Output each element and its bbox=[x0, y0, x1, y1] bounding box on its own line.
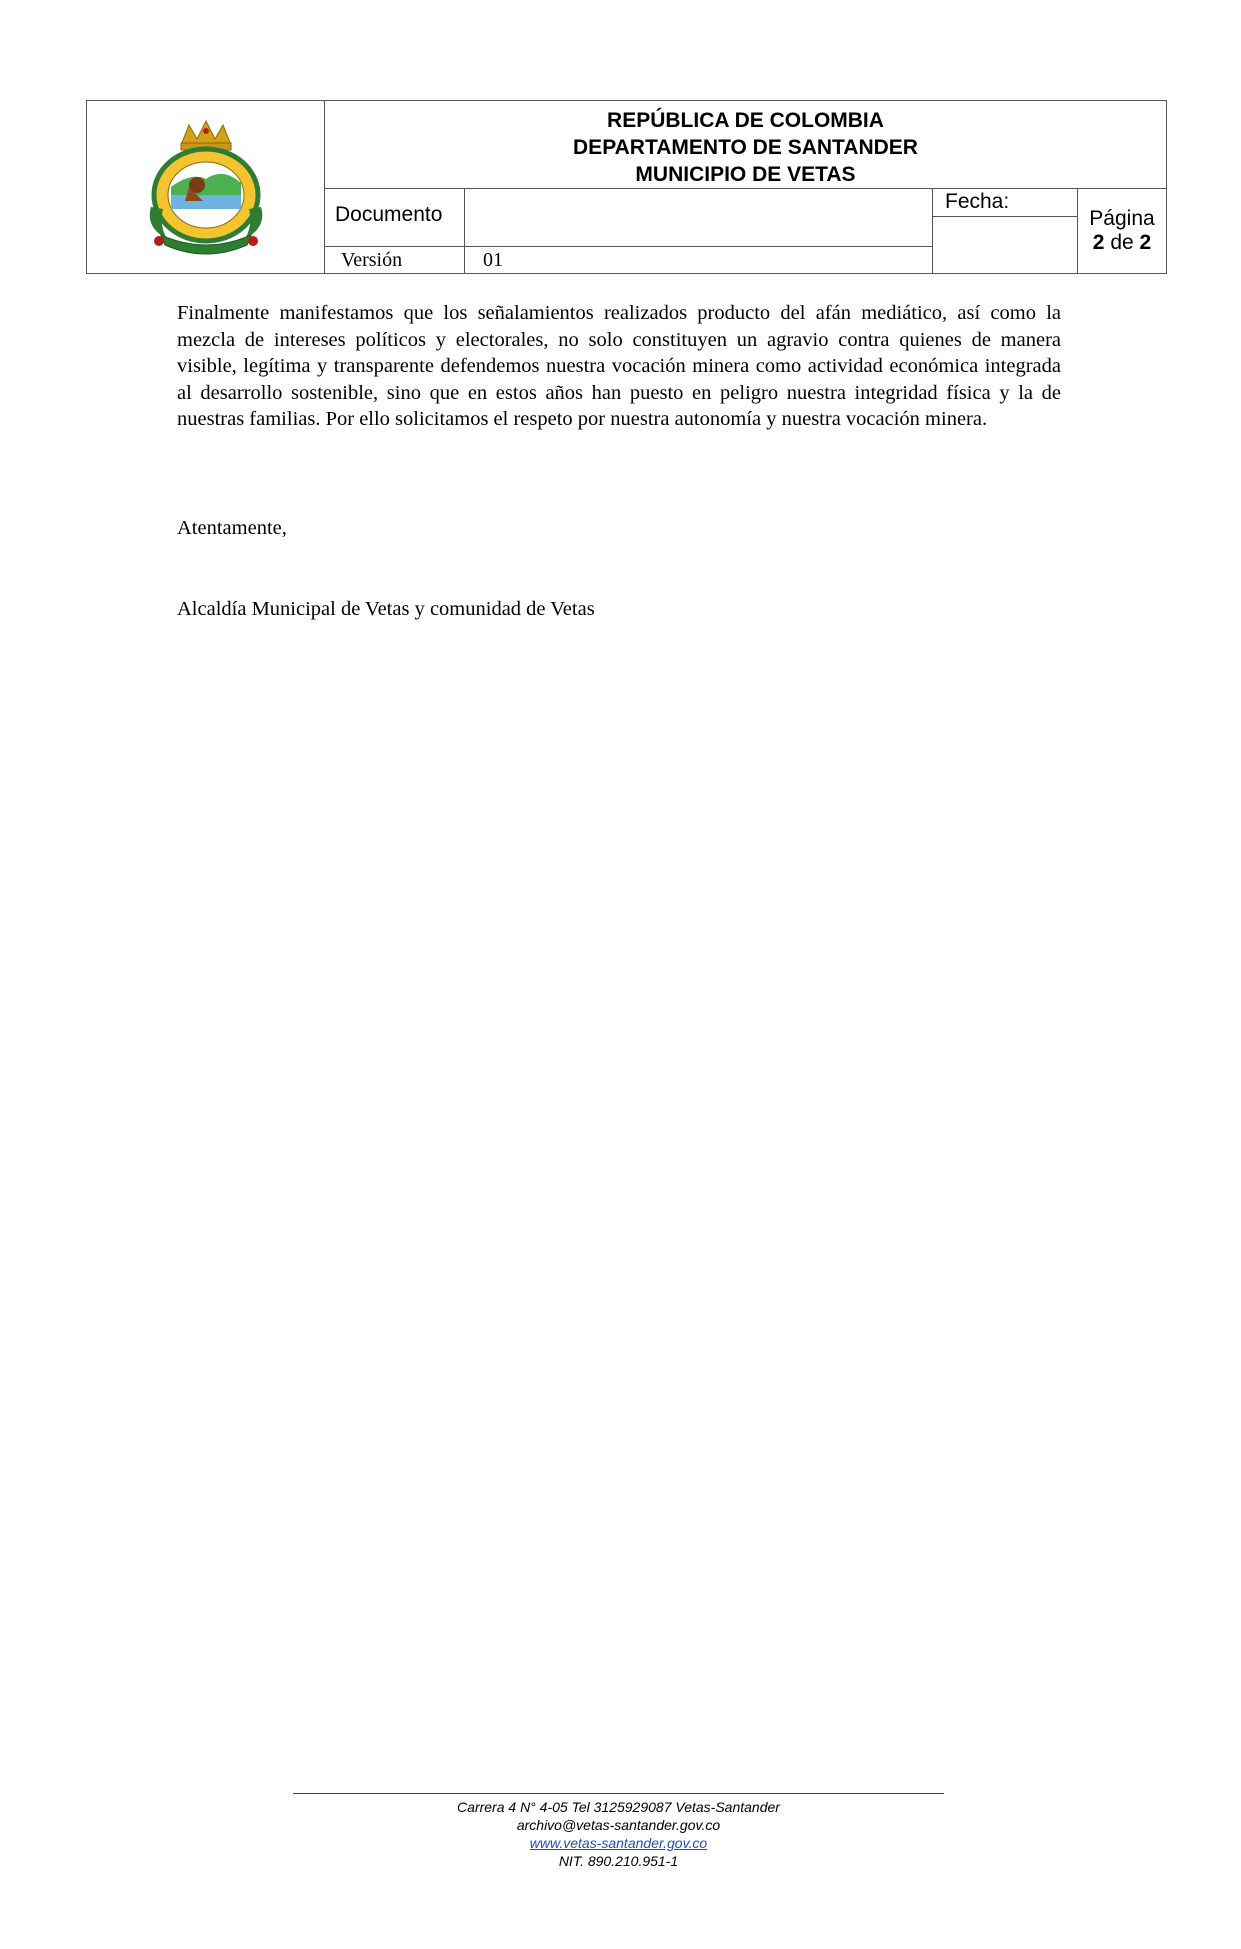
page-indicator bbox=[1078, 189, 1166, 274]
footer-divider bbox=[293, 1793, 944, 1794]
page-total: 2 bbox=[1139, 231, 1152, 254]
version-label: Versión bbox=[325, 247, 465, 274]
header-title-line-3: MUNICIPIO DE VETAS bbox=[635, 163, 856, 186]
fecha-label: Fecha: bbox=[933, 189, 1078, 217]
municipal-coat-of-arms-logo bbox=[141, 117, 271, 257]
documento-label: Documento bbox=[325, 189, 465, 247]
header-title-line-1: REPÚBLICA DE COLOMBIA bbox=[607, 109, 884, 132]
page-of: de bbox=[1110, 231, 1134, 254]
version-value: 01 bbox=[465, 247, 933, 274]
documento-value bbox=[465, 189, 933, 247]
signer-line: Alcaldía Municipal de Vetas y comunidad de Vetas bbox=[177, 598, 595, 620]
footer-email[interactable]: archivo@vetas-santander.gov.co bbox=[516, 1817, 721, 1833]
header-title-block bbox=[325, 101, 1166, 189]
header-title-line-2: DEPARTAMENTO DE SANTANDER bbox=[573, 136, 918, 159]
page-current: 2 bbox=[1092, 231, 1105, 254]
logo-cell bbox=[87, 101, 325, 273]
pagina-label: Página bbox=[1089, 207, 1155, 230]
footer-website-link[interactable]: www.vetas-santander.gov.co bbox=[529, 1835, 708, 1851]
footer-nit: NIT. 890.210.951-1 bbox=[558, 1853, 679, 1869]
document-header bbox=[86, 100, 1167, 274]
fecha-value bbox=[933, 217, 1078, 274]
footer bbox=[293, 1798, 944, 1870]
body-paragraph: Finalmente manifestamos que los señalamientos realizados producto del afán mediático, así como la mezcla de intereses políticos y electorales, no solo constituyen un agravio contra quienes de manera visible, legítima y transparente defendemos nuestra vocación minera como actividad económica integrada al desarrollo sostenible, sino que en estos años han puesto en peligro nuestra integridad física y la de nuestras familias. Por ello solicitamos el respeto por nuestra autonomía y nuestra vocación minera. bbox=[177, 302, 1061, 430]
page-number bbox=[1078, 231, 1166, 255]
closing-salutation: Atentamente, bbox=[177, 517, 287, 539]
footer-address: Carrera 4 N° 4-05 Tel 3125929087 Vetas-Santander bbox=[457, 1799, 780, 1815]
